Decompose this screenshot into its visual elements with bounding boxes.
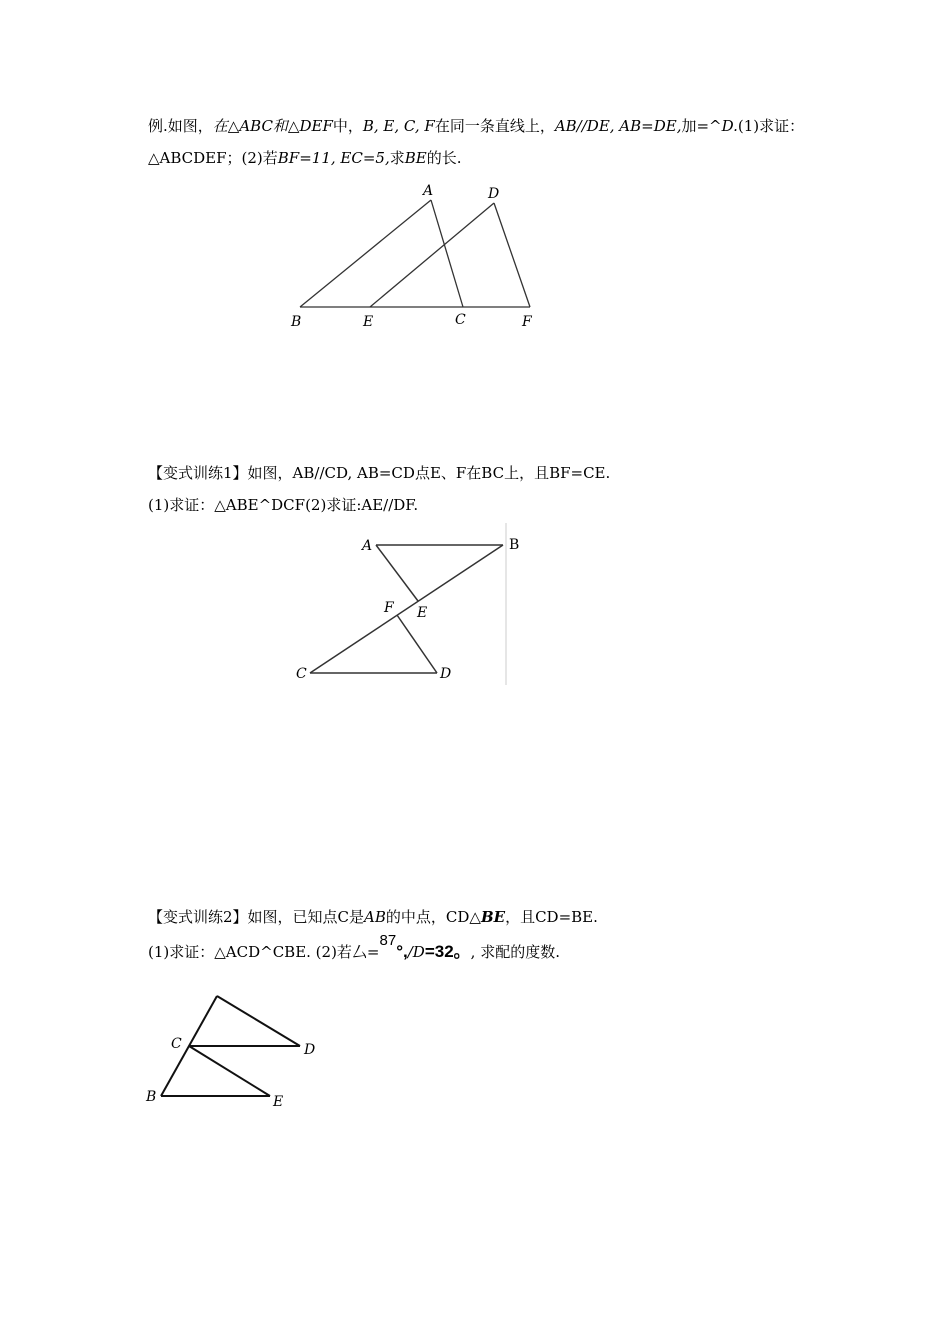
variant2-text: 【变式训练2】如图，已知点C是	[148, 908, 365, 926]
segment-fd	[397, 615, 437, 673]
label-c: C	[455, 312, 466, 328]
label-f: F	[384, 600, 394, 616]
variant2-text: °,	[396, 942, 408, 961]
segment-ce	[189, 1046, 270, 1096]
variant1-figure	[310, 523, 506, 685]
segment-de	[370, 203, 494, 307]
example-text: 的长.	[426, 149, 462, 167]
label-b: B	[146, 1089, 157, 1105]
label-d: D	[440, 666, 452, 682]
label-e: E	[363, 314, 374, 330]
example-text: △ABCDEF；(2)若	[148, 149, 278, 167]
variant2-text: 87	[379, 932, 397, 949]
example-text: AB//DE, AB=DE,	[554, 117, 682, 135]
example-text: 在同一条直线上，	[434, 117, 555, 135]
label-f: F	[522, 314, 532, 330]
label-a: A	[362, 538, 373, 554]
variant2-text: 的中点，CD△	[385, 908, 481, 926]
example-text: 例.如图，	[148, 117, 213, 135]
label-e: E	[417, 605, 428, 621]
example-text: 中，	[332, 117, 363, 135]
example-text: B, E, C, F	[362, 117, 435, 135]
example-text: 加=^	[681, 117, 722, 135]
variant2-text: BE	[480, 908, 506, 926]
segment-ac	[431, 200, 463, 307]
segment-ae	[376, 545, 418, 601]
example-text: 求	[389, 149, 405, 167]
variant2-text: /D	[407, 943, 425, 961]
label-d: D	[488, 186, 500, 202]
label-b: B	[291, 314, 302, 330]
example-text: BE	[404, 149, 427, 167]
variant2-text: (1)求证：△ACD^CBE. (2)若厶=	[148, 943, 380, 961]
example-figure	[300, 200, 530, 307]
label-c: C	[171, 1036, 182, 1052]
variant1-text: 【变式训练1】如图，AB//CD, AB=CD点E、F在BC上，且BF=CE.	[148, 464, 611, 482]
variant2-text: AB	[364, 908, 386, 926]
segment-bc	[310, 545, 503, 673]
segment-ad	[217, 996, 300, 1046]
label-b: B	[509, 537, 520, 553]
example-text: 在△ABC和△DEF	[212, 117, 333, 135]
variant2-text: =32。	[424, 942, 471, 961]
label-c: C	[296, 666, 307, 682]
label-a: A	[423, 183, 434, 199]
variant1-text: (1)求证：△ABE^DCF(2)求证:AE//DF.	[148, 496, 419, 514]
variant2-figure	[161, 996, 300, 1096]
segment-ab	[300, 200, 431, 307]
variant2-text: , 求配的度数.	[470, 943, 560, 961]
example-text: BF=11, EC=5,	[277, 149, 390, 167]
label-e: E	[273, 1094, 284, 1110]
example-text: D.	[721, 117, 738, 135]
example-text: (1)求证：	[737, 117, 805, 135]
segment-df	[494, 203, 530, 307]
label-d: D	[304, 1042, 316, 1058]
variant2-text: ，且CD=BE.	[505, 908, 598, 926]
